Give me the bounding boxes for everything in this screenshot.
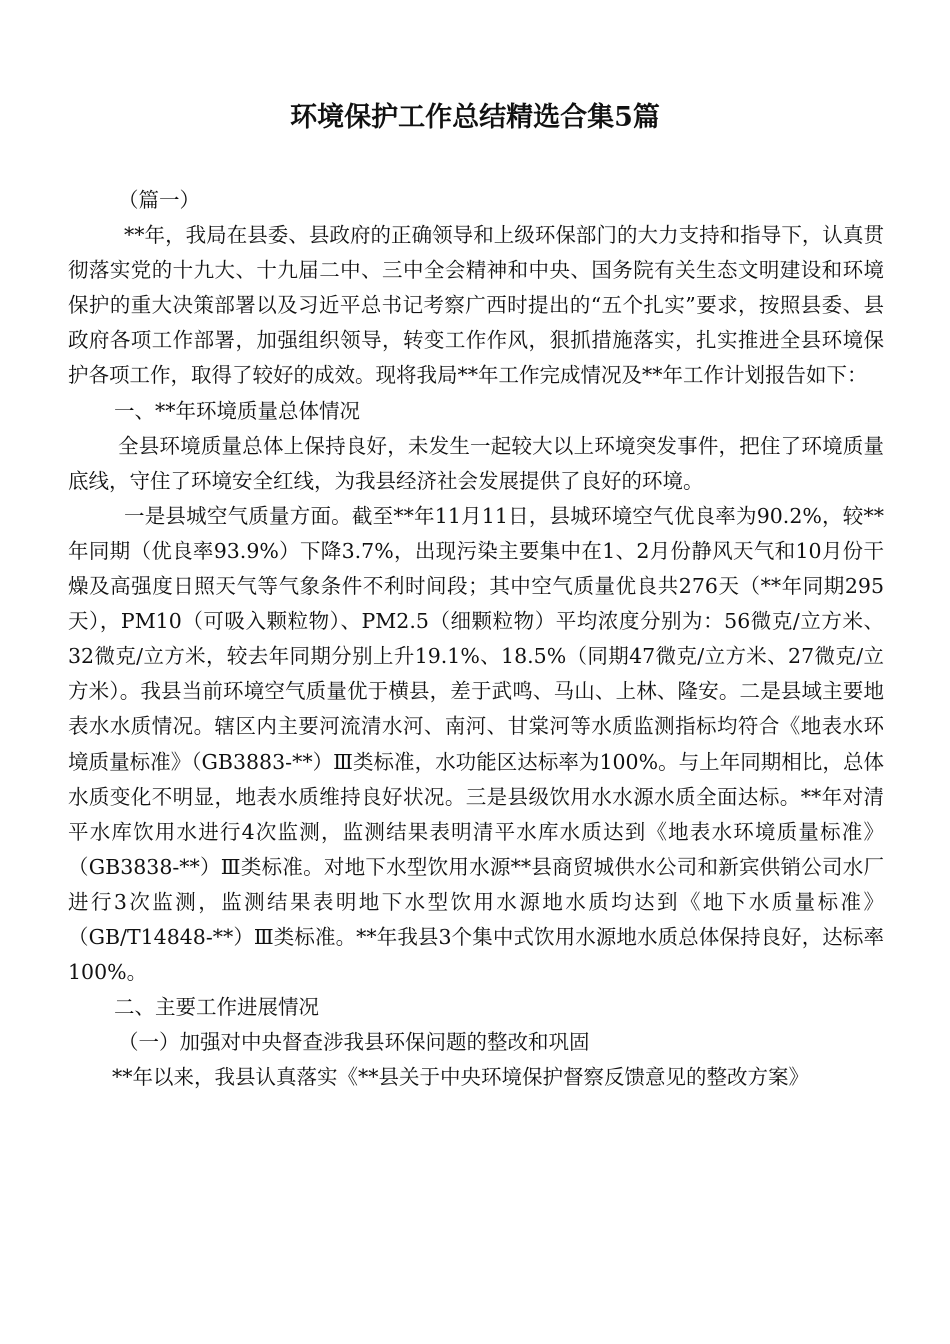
heading-work-progress: 二、主要工作进展情况 — [114, 995, 319, 1020]
paragraph-quality-overview: 全县环境质量总体上保持良好，未发生一起较大以上环境突发事件，把住了环境质量底线，守住了环境安全红线，为我县经济社会发展提供了良好的环境。 — [68, 433, 884, 493]
document-body — [68, 183, 884, 1095]
paragraph-rectification: **年以来，我县认真落实《**县关于中央环境保护督察反馈意见的整改方案》 — [112, 1065, 809, 1090]
section-label: （篇一） — [118, 188, 200, 212]
document-title: 环境保护工作总结精选合集5篇 — [290, 102, 660, 133]
heading-environment-quality: 一、**年环境质量总体情况 — [114, 398, 360, 423]
subheading-rectification: （一）加强对中央督查涉我县环保问题的整改和巩固 — [118, 1030, 590, 1055]
paragraph-air-water-quality: 一是县城空气质量方面。截至**年11月11日，县城环境空气优良率为90.2%，较**年同期（优良率93.9%）下降3.7%，出现污染主要集中在1、2月份静风天气和10月份干燥及高强度日照天气等气象条件不利时间段；其中空气质量优良共276天（**年同期295天），PM10（可吸入颗粒物）、PM2.5（细颗粒物）平均浓度分别为：56微克/立方米、32微克/立方米，较去年同期分别上升19.1%、18.5%（同期47微克/立方米、27微克/立方米）。我县当前环境空气质量优于横县，差于武鸣、马山、上林、隆安。二是县域主要地表水水质情况。辖区内主要河流清水河、南河、甘棠河等水质监测指标均符合《地表水环境质量标准》（GB3883-**）Ⅲ类标准，水功能区达标率为100%。与上年同期相比，总体水质变化不明显，地表水质维持良好状况。三是县级饮用水水源水质全面达标。**年对清平水库饮用水进行4次监测，监测结果表明清平水库水质达到《地表水环境质量标准》（GB3838-**）Ⅲ类标准。对地下水型饮用水源**县商贸城供水公司和新宾供销公司水厂进行3次监测，监测结果表明地下水型饮用水源地水质均达到《地下水质量标准》（GB/T14848-**）Ⅲ类标准。**年我县3个集中式饮用水源地水质总体保持良好，达标率100%。 — [68, 503, 884, 985]
paragraph-intro: **年，我局在县委、县政府的正确领导和上级环保部门的大力支持和指导下，认真贯彻落实党的十九大、十九届二中、三中全会精神和中央、国务院有关生态文明建设和环境保护的重大决策部署以及习近平总书记考察广西时提出的“五个扎实”要求，按照县委、县政府各项工作部署，加强组织领导，转变工作作风，狠抓措施落实，扎实推进全县环境保护各项工作，取得了较好的成效。现将我局**年工作完成情况及**年工作计划报告如下： — [68, 223, 884, 388]
